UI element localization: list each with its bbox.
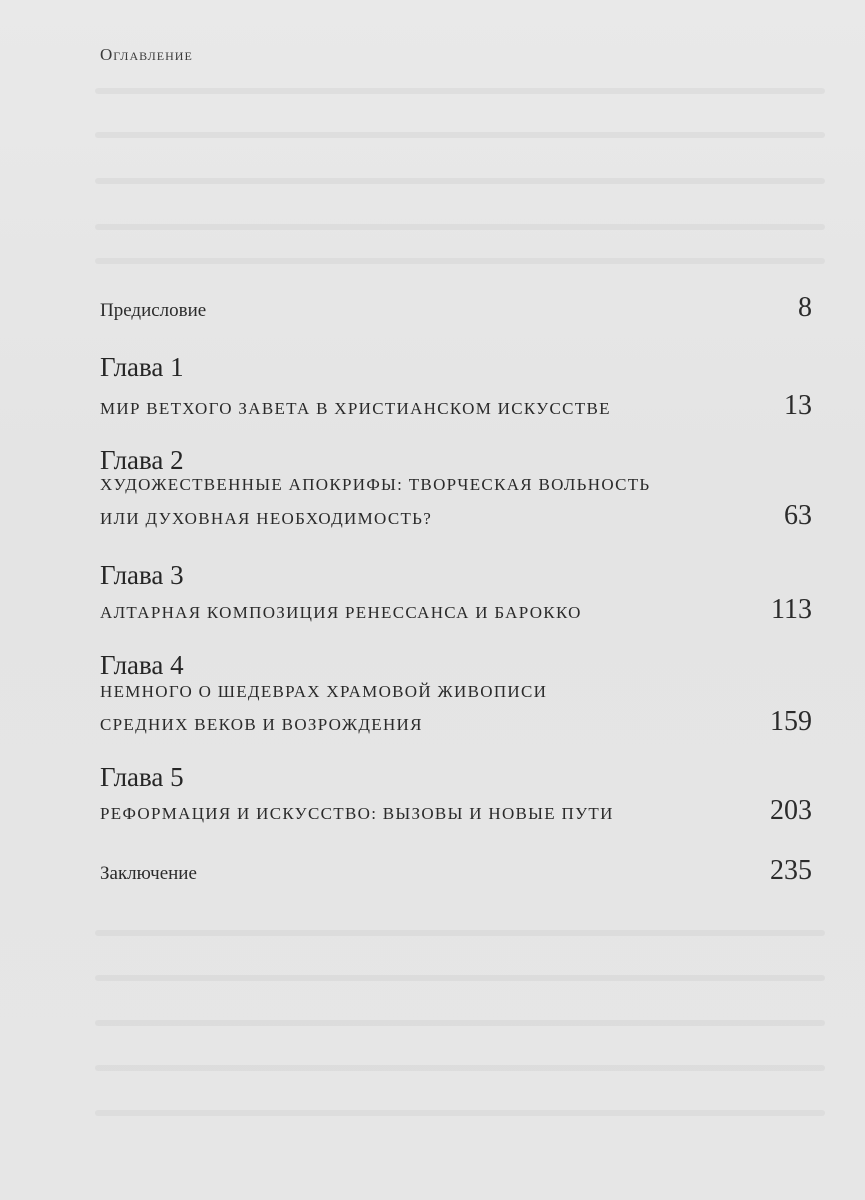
bleed-through-line <box>95 975 825 981</box>
page-number: 235 <box>770 855 812 886</box>
page-number: 159 <box>770 706 812 737</box>
page-number: 113 <box>771 594 812 625</box>
chapter-title: ИЛИ ДУХОВНАЯ НЕОБХОДИМОСТЬ? <box>100 509 433 528</box>
toc-entry-chapter-2 <box>100 500 812 532</box>
toc-entry-chapter-1 <box>100 390 812 422</box>
chapter-label: Глава 4 <box>100 650 184 680</box>
chapter-label: Глава 1 <box>100 352 184 382</box>
bleed-through-line <box>95 132 825 138</box>
chapter-title: СРЕДНИХ ВЕКОВ И ВОЗРОЖДЕНИЯ <box>100 715 423 734</box>
chapter-title: ХУДОЖЕСТВЕННЫЕ АПОКРИФЫ: ТВОРЧЕСКАЯ ВОЛЬНОСТЬ <box>100 475 651 494</box>
chapter-title: РЕФОРМАЦИЯ И ИСКУССТВО: ВЫЗОВЫ И НОВЫЕ ПУТИ <box>100 804 614 823</box>
bleed-through-line <box>95 1020 825 1026</box>
chapter-title: НЕМНОГО О ШЕДЕВРАХ ХРАМОВОЙ ЖИВОПИСИ <box>100 682 548 701</box>
bleed-through-line <box>95 224 825 230</box>
bleed-through-line <box>95 258 825 264</box>
page-number: 13 <box>784 390 812 421</box>
bleed-through-line <box>95 178 825 184</box>
bleed-through-line <box>95 88 825 94</box>
toc-entry-chapter-3 <box>100 594 812 626</box>
page-number: 203 <box>770 795 812 826</box>
bleed-through-line <box>95 1110 825 1116</box>
chapter-title: МИР ВЕТХОГО ЗАВЕТА В ХРИСТИАНСКОМ ИСКУССТВЕ <box>100 399 611 418</box>
toc-entry-conclusion <box>100 855 812 887</box>
page-number: 63 <box>784 500 812 531</box>
toc-entry-title: Заключение <box>100 863 197 884</box>
toc-entry-title: Предисловие <box>100 300 207 321</box>
toc-entry-chapter-5 <box>100 795 812 827</box>
toc-entry-chapter-4 <box>100 706 812 738</box>
bleed-through-line <box>95 930 825 936</box>
page-number: 8 <box>798 292 812 323</box>
chapter-label: Глава 3 <box>100 560 184 590</box>
toc-entry-preface <box>100 292 812 324</box>
running-head: Оглавление <box>100 45 193 64</box>
chapter-title: АЛТАРНАЯ КОМПОЗИЦИЯ РЕНЕССАНСА И БАРОККО <box>100 603 582 622</box>
chapter-label: Глава 5 <box>100 762 184 792</box>
bleed-through-line <box>95 1065 825 1071</box>
chapter-label: Глава 2 <box>100 445 184 475</box>
